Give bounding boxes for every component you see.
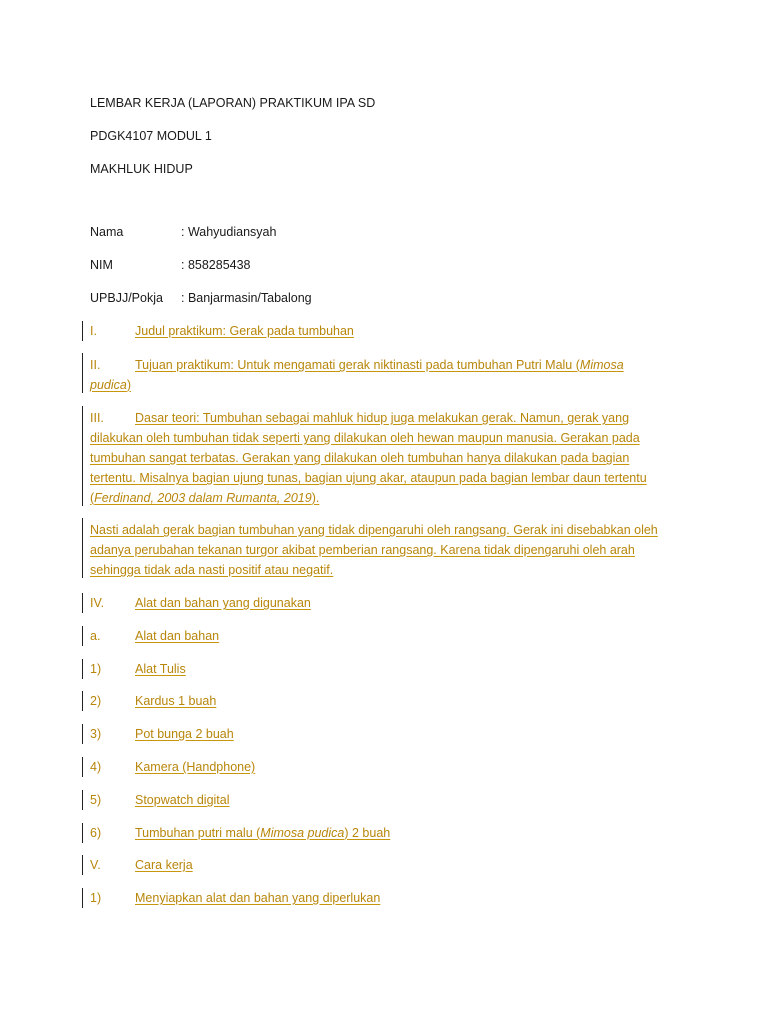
citation-paren: (: [90, 491, 95, 505]
list-marker: 1): [90, 891, 102, 905]
change-bar: [82, 790, 83, 810]
theory-line: tumbuhan sangat terbatas. Gerakan yang dilakukan oleh tumbuhan hanya dilakukan pada bagian: [90, 451, 630, 465]
list-marker: 3): [90, 727, 102, 741]
list-marker: 6): [90, 826, 102, 840]
section-5: [90, 857, 193, 873]
section-text: ): [126, 378, 132, 392]
list-marker: 1): [90, 662, 102, 676]
list-text: ) 2 buah: [344, 826, 391, 840]
section-text: Tujuan praktikum: Untuk mengamati gerak niktinasti pada tumbuhan Putri Malu (: [135, 358, 580, 372]
theory-line: Dasar teori: Tumbuhan sebagai mahluk hidup juga melakukan gerak. Namun, gerak yang: [135, 411, 630, 425]
section-2: [90, 355, 670, 395]
paragraph-line: sehingga tidak ada nasti positif atau negatif.: [90, 563, 334, 577]
section-number: II.: [90, 358, 101, 372]
list-text: Tumbuhan putri malu (: [135, 826, 261, 840]
paragraph-line: Nasti adalah gerak bagian tumbuhan yang tidak dipengaruhi oleh rangsang. Gerak ini disebabkan oleh: [90, 523, 658, 537]
paragraph-line: adanya perubahan tekanan turgor akibat pemberian rangsang. Karena tidak dipengaruhi oleh arah: [90, 543, 635, 557]
section-text: Cara kerja: [135, 858, 193, 872]
list-item: [90, 693, 216, 709]
list-text: Kamera (Handphone): [135, 760, 256, 774]
section-text: Judul praktikum: Gerak pada tumbuhan: [135, 324, 354, 338]
section-1: [90, 323, 354, 339]
change-bar: [82, 659, 83, 679]
citation: Ferdinand, 2003 dalam Rumanta, 2019: [94, 491, 312, 505]
change-bar: [82, 406, 83, 506]
list-text: Pot bunga 2 buah: [135, 727, 234, 741]
section-3: [90, 408, 670, 508]
list-marker: 2): [90, 694, 102, 708]
list-marker: 5): [90, 793, 102, 807]
list-marker: a.: [90, 629, 101, 643]
list-item: [90, 759, 255, 775]
change-bar: [82, 724, 83, 744]
document-title: LEMBAR KERJA (LAPORAN) PRAKTIKUM IPA SD: [90, 96, 376, 110]
section-number: IV.: [90, 596, 105, 610]
section-number: V.: [90, 858, 101, 872]
nim-value: : 858285438: [181, 258, 251, 272]
change-bar: [82, 518, 83, 578]
list-text: Alat Tulis: [135, 662, 186, 676]
citation-paren: ).: [311, 491, 320, 505]
name-value: : Wahyudiansyah: [181, 225, 277, 239]
change-bar: [82, 691, 83, 711]
species-italic: Mimosa: [579, 358, 624, 372]
change-bar: [82, 353, 83, 393]
theory-line: tertentu. Misalnya bagian ujung tunas, bagian ujung akar, ataupun pada bagian lembar daun tertentu: [90, 471, 647, 485]
list-text: Menyiapkan alat dan bahan yang diperlukan: [135, 891, 381, 905]
change-bar: [82, 823, 83, 843]
step-item: [90, 890, 380, 906]
section-number: III.: [90, 411, 104, 425]
list-item: [90, 792, 230, 808]
theory-line: dilakukan oleh tumbuhan tidak seperti yang dilakukan oleh hewan maupun manusia. Gerakan pada: [90, 431, 640, 445]
section-text: Alat dan bahan yang digunakan: [135, 596, 311, 610]
species-italic: pudica: [90, 378, 127, 392]
list-marker: 4): [90, 760, 102, 774]
list-text: Kardus 1 buah: [135, 694, 217, 708]
list-item: [90, 661, 186, 677]
topic-title: MAKHLUK HIDUP: [90, 162, 193, 176]
upbjj-value: : Banjarmasin/Tabalong: [181, 291, 312, 305]
species-italic: Mimosa pudica: [260, 826, 345, 840]
section-number: I.: [90, 324, 97, 338]
nasti-paragraph: [90, 520, 670, 580]
subsection-a: [90, 628, 219, 644]
change-bar: [82, 888, 83, 908]
upbjj-label: UPBJJ/Pokja: [90, 291, 163, 305]
change-bar: [82, 626, 83, 646]
change-bar: [82, 757, 83, 777]
nim-label: NIM: [90, 258, 113, 272]
change-bar: [82, 593, 83, 613]
list-item: [90, 726, 234, 742]
list-text: Alat dan bahan: [135, 629, 220, 643]
name-label: Nama: [90, 225, 124, 239]
list-text: Stopwatch digital: [135, 793, 230, 807]
list-item: [90, 825, 390, 841]
change-bar: [82, 855, 83, 875]
section-4: [90, 595, 311, 611]
change-bar: [82, 321, 83, 341]
module-code: PDGK4107 MODUL 1: [90, 129, 212, 143]
